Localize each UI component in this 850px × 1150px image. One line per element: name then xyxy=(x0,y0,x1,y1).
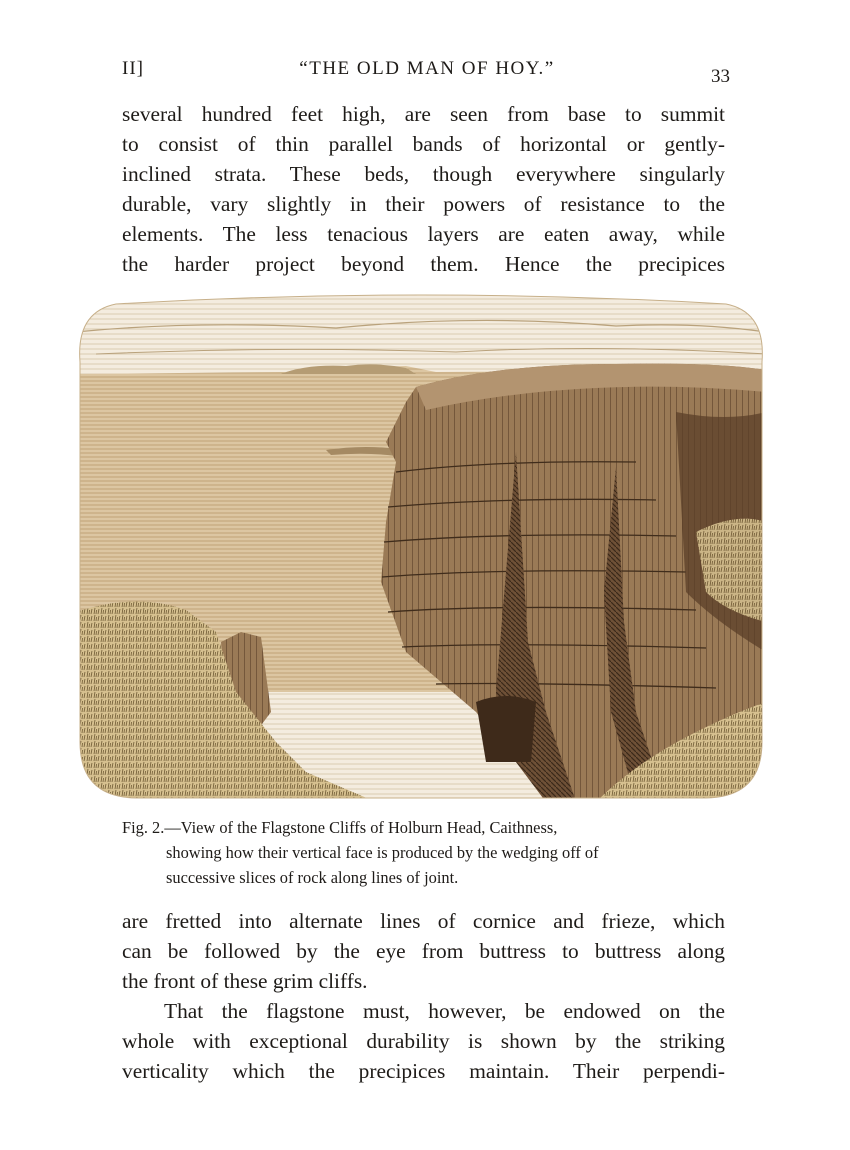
caption-line: Fig. 2.—View of the Flagstone Cliffs of Holburn Head, Caithness, xyxy=(122,818,558,837)
text-line: are fretted into alternate lines of cornice and frieze, which xyxy=(122,909,725,933)
text-line: elements. The less tenacious layers are eaten away, while xyxy=(122,222,725,246)
text-line: whole with exceptional durability is shown by the striking xyxy=(122,1029,725,1053)
body-text-top xyxy=(122,99,725,279)
text-line: durable, vary slightly in their powers of resistance to the xyxy=(122,192,725,216)
running-head xyxy=(122,58,732,86)
text-line: verticality which the precipices maintain. Their perpendi- xyxy=(122,1059,725,1083)
text-line: to consist of thin parallel bands of horizontal or gently- xyxy=(122,132,725,156)
paragraph-continued xyxy=(122,99,725,279)
engraving-scene xyxy=(76,292,766,802)
text-line: several hundred feet high, are seen from base to summit xyxy=(122,102,725,126)
text-line: inclined strata. These beds, though everywhere singularly xyxy=(122,162,725,186)
text-line: the front of these grim cliffs. xyxy=(122,969,368,993)
page-number: 33 xyxy=(711,66,730,87)
paragraph xyxy=(122,996,725,1086)
caption-line: successive slices of rock along lines of joint. xyxy=(166,868,459,887)
figure-caption xyxy=(122,815,732,890)
chapter-number: II] xyxy=(122,58,144,79)
text-line: the harder project beyond them. Hence the precipices xyxy=(122,252,725,276)
caption-line: showing how their vertical face is produced by the wedging off of xyxy=(166,843,599,862)
text-line: can be followed by the eye from buttress to buttress along xyxy=(122,939,725,963)
flagstone-cliffs-engraving xyxy=(76,292,766,802)
running-title: “THE OLD MAN OF HOY.” xyxy=(299,58,555,79)
body-text-bottom xyxy=(122,906,725,1086)
text-line: That the flagstone must, however, be endowed on the xyxy=(164,999,725,1023)
sea-cave xyxy=(476,696,536,762)
paragraph-continued xyxy=(122,906,725,996)
figure-illustration xyxy=(76,292,766,802)
